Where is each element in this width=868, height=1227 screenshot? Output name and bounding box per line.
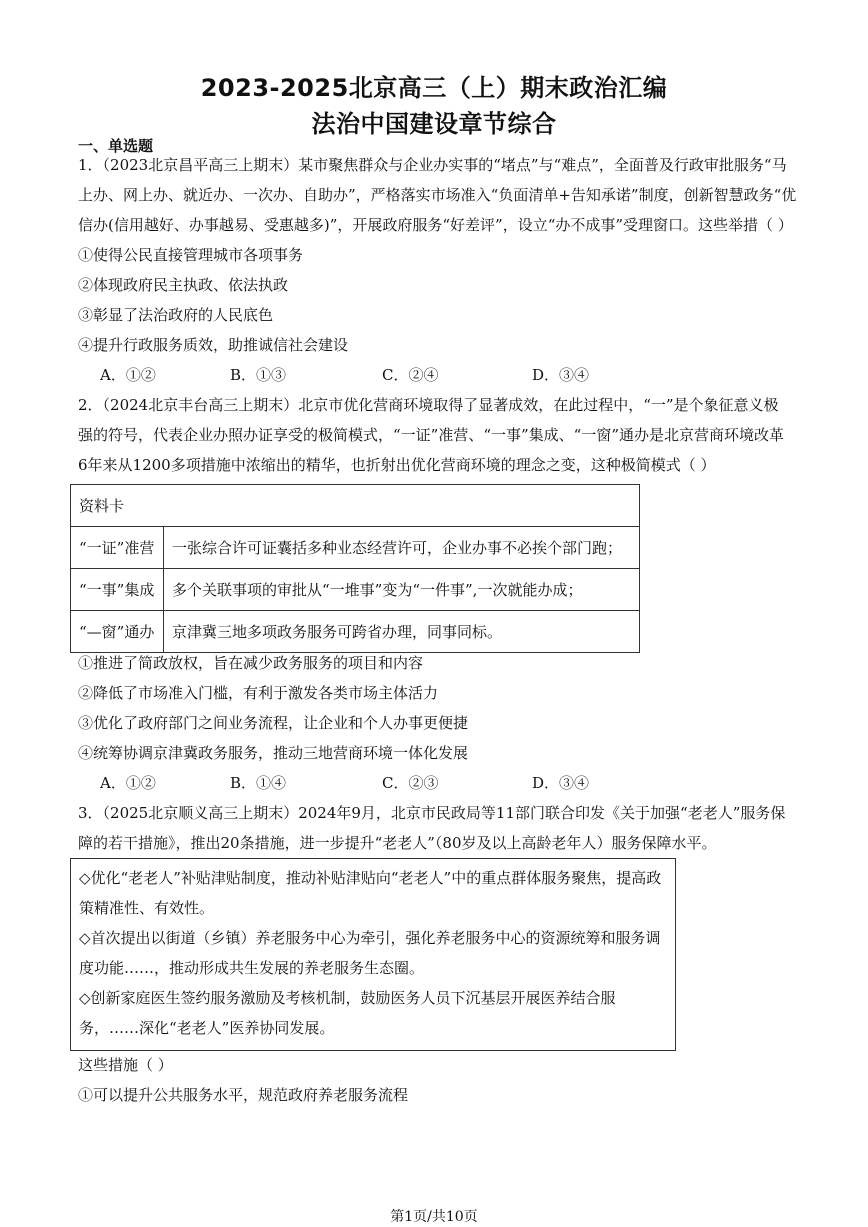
q2-statement: ②降低了市场准入门槛，有利于激发各类市场主体活力 xyxy=(78,684,439,702)
page-number: 第1页/共10页 xyxy=(390,1209,478,1225)
table-row xyxy=(71,569,640,611)
q2-stem-line: 强的符号，代表企业办照办证享受的极简模式，“一证”准营、“一事”集成、“一窗”通办是北京营商环境改革 xyxy=(78,426,785,444)
measure-line: ◇首次提出以街道（乡镇）养老服务中心为牵引，强化养老服务中心的资源统筹和服务调 xyxy=(79,929,661,947)
info-card-title: 资料卡 xyxy=(71,485,640,527)
q3-prompt: 这些措施（ ） xyxy=(78,1056,173,1074)
card-row-value: 多个关联事项的审批从“一堆事”变为“一件事”,一次就能办成； xyxy=(164,569,640,611)
q2-statement: ①推进了简政放权，旨在减少政务服务的项目和内容 xyxy=(78,654,424,672)
q2-option-c: C．②③ xyxy=(382,774,439,792)
q1-option-c: C．②④ xyxy=(382,366,439,384)
q1-stem-line: 信办(信用越好、办事越易、受惠越多)”，开展政府服务“好差评”，设立“办不成事”受理窗口。这些举措（ ） xyxy=(78,216,793,234)
card-row-key: “一证”准营 xyxy=(71,527,164,569)
document-subtitle: 法治中国建设章节综合 xyxy=(311,110,557,138)
measures-box xyxy=(70,858,676,1051)
q1-stem-line: 上办、网上办、就近办、一次办、自助办”，严格落实市场准入“负面清单+告知承诺”制度，创新智慧政务“优 xyxy=(78,186,797,204)
document-title: 2023-2025北京高三（上）期末政治汇编 xyxy=(200,74,668,102)
q1-statement: ①使得公民直接管理城市各项事务 xyxy=(78,246,304,264)
measure-line: 策精准性、有效性。 xyxy=(79,899,215,917)
measure-line: 度功能……，推动形成共生发展的养老服务生态圈。 xyxy=(79,959,425,977)
q2-statement: ④统筹协调京津冀政务服务，推动三地营商环境一体化发展 xyxy=(78,744,469,762)
q1-stem-line: 1．（2023北京昌平高三上期末）某市聚焦群众与企业办实事的“堵点”与“难点”，全面普及行政审批服务“马 xyxy=(78,156,787,174)
card-row-key: “一事”集成 xyxy=(71,569,164,611)
table-row xyxy=(71,527,640,569)
table-row xyxy=(71,611,640,653)
section-heading: 一、单选题 xyxy=(78,137,154,155)
q2-option-a: A．①② xyxy=(100,774,156,792)
measure-line: ◇优化“老老人”补贴津贴制度，推动补贴津贴向“老老人”中的重点群体服务聚焦，提高政 xyxy=(79,869,662,887)
q2-option-b: B．①④ xyxy=(230,774,287,792)
q1-statement: ②体现政府民主执政、依法执政 xyxy=(78,276,289,294)
q2-stem-line: 2．（2024北京丰台高三上期末）北京市优化营商环境取得了显著成效，在此过程中，“一”是个象征意义极 xyxy=(78,396,779,414)
q2-statement: ③优化了政府部门之间业务流程，让企业和个人办事更便捷 xyxy=(78,714,469,732)
q1-option-d: D．③④ xyxy=(532,366,590,384)
info-card-table xyxy=(70,484,640,653)
q1-statement: ③彰显了法治政府的人民底色 xyxy=(78,306,274,324)
q3-stem-line: 障的若干措施》，推出20条措施，进一步提升“老老人”（80岁及以上高龄老年人）服务保障水平。 xyxy=(78,834,717,852)
measure-line: ◇创新家庭医生签约服务激励及考核机制，鼓励医务人员下沉基层开展医养结合服 xyxy=(79,989,616,1007)
q1-option-b: B．①③ xyxy=(230,366,287,384)
q1-option-a: A．①② xyxy=(100,366,156,384)
measure-line: 务，……深化“老老人”医养协同发展。 xyxy=(79,1019,335,1037)
q3-stem-line: 3．（2025北京顺义高三上期末）2024年9月，北京市民政局等11部门联合印发《关于加强“老老人”服务保 xyxy=(78,804,786,822)
q2-stem-line: 6年来从1200多项措施中浓缩出的精华，也折射出优化营商环境的理念之变，这种极简模式（ ） xyxy=(78,456,716,474)
q2-option-d: D．③④ xyxy=(532,774,590,792)
q1-statement: ④提升行政服务质效，助推诚信社会建设 xyxy=(78,336,349,354)
card-row-value: 一张综合许可证囊括多种业态经营许可，企业办事不必挨个部门跑； xyxy=(164,527,640,569)
q3-statement: ①可以提升公共服务水平，规范政府养老服务流程 xyxy=(78,1086,409,1104)
card-row-value: 京津冀三地多项政务服务可跨省办理，同事同标。 xyxy=(164,611,640,653)
card-row-key: “—窗”通办 xyxy=(71,611,164,653)
